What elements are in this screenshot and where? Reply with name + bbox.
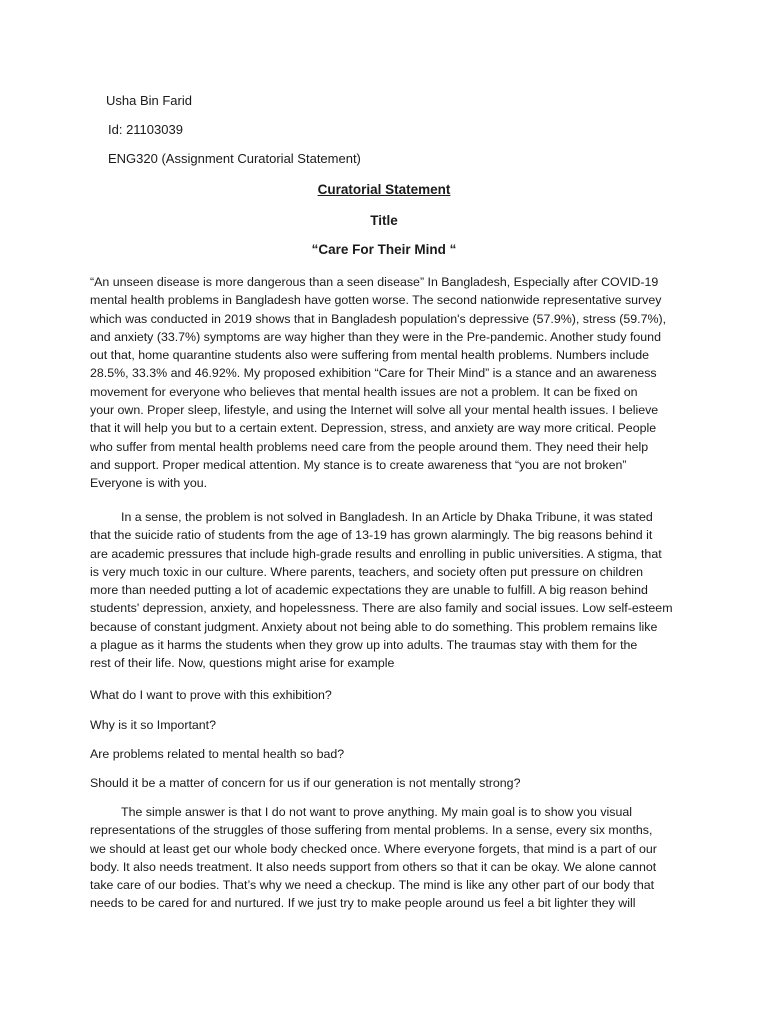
paragraph-line: needs to be cared for and nurtured. If we just try to make people around us feel a bit lighter they will xyxy=(90,896,636,911)
question-1: What do I want to prove with this exhibition? xyxy=(90,688,332,702)
paragraph-line: we should at least get our whole body checked once. Where everyone forgets, that mind is a part of our xyxy=(90,841,657,856)
paragraph-2 xyxy=(90,508,673,673)
paragraph-line: The simple answer is that I do not want to prove anything. My main goal is to show you visual xyxy=(121,805,633,819)
question-3: Are problems related to mental health so bad? xyxy=(90,747,345,761)
exhibition-title: “Care For Their Mind “ xyxy=(311,242,457,257)
paragraph-line: out that, home quarantine students also were suffering from mental health problems. Numbers include xyxy=(90,348,650,363)
paragraph-line: representations of the struggles of those suffering from mental problems. In a sense, every six months, xyxy=(90,823,653,838)
student-id: Id: 21103039 xyxy=(108,122,183,137)
question-4: Should it be a matter of concern for us if our generation is not mentally strong? xyxy=(90,776,521,790)
paragraph-line: “An unseen disease is more dangerous than a seen disease” In Bangladesh, Especially after COVID-19 xyxy=(90,275,659,289)
paragraph-line: movement for everyone who believes that mental health issues are not a problem. It can be fixed on xyxy=(90,384,638,399)
paragraph-line: are academic pressures that include high-grade results and enrolling in public universities. A stigma, that xyxy=(90,546,662,561)
title-label: Title xyxy=(370,213,398,228)
paragraph-line: take care of our bodies. That’s why we need a checkup. The mind is like any other part of our body that xyxy=(90,878,655,893)
paragraph-1 xyxy=(90,273,670,493)
paragraph-line: a plague as it harms the students when they grow up into adults. The traumas stay with them for the xyxy=(90,638,638,653)
main-heading: Curatorial Statement xyxy=(317,182,451,197)
paragraph-line: 28.5%, 33.3% and 46.92%. My proposed exhibition “Care for Their Mind” is a stance and an awareness xyxy=(90,366,657,381)
paragraph-3 xyxy=(90,803,670,913)
paragraph-line: In a sense, the problem is not solved in Bangladesh. In an Article by Dhaka Tribune, it was stated xyxy=(121,510,653,524)
paragraph-line: body. It also needs treatment. It also needs support from others so that it can be okay. We alone cannot xyxy=(90,859,657,874)
paragraph-line: is very much toxic in our culture. Where parents, teachers, and society often put pressure on children xyxy=(90,564,644,579)
author-name: Usha Bin Farid xyxy=(106,93,192,108)
paragraph-line: because of constant judgment. Anxiety about not being able to do something. This problem remains like xyxy=(90,619,658,634)
paragraph-line: and anxiety (33.7%) symptoms are way higher than they were in the Pre-pandemic. Another study found xyxy=(90,329,661,344)
paragraph-line: students' depression, anxiety, and hopelessness. There are also family and social issues. Low self-esteem xyxy=(90,601,673,616)
paragraph-line: who suffer from mental health problems need care from the people around them. They need their help xyxy=(90,439,649,454)
paragraph-line: more than needed putting a lot of academic expectations they are unable to fulfill. A big reason behind xyxy=(90,583,648,598)
paragraph-line: and support. Proper medical attention. My stance is to create awareness that “you are not broken” xyxy=(90,457,627,472)
paragraph-line: that it will help you but to a certain extent. Depression, stress, and anxiety are way more critical. People xyxy=(90,421,657,436)
paragraph-line: mental health problems in Bangladesh have gotten worse. The second nationwide representative survey xyxy=(90,293,662,308)
question-2: Why is it so Important? xyxy=(90,718,217,732)
paragraph-line: Everyone is with you. xyxy=(90,476,208,491)
paragraph-line: that the suicide ratio of students from the age of 13-19 has grown alarmingly. The big reasons behind it xyxy=(90,528,653,543)
paragraph-line: your own. Proper sleep, lifestyle, and using the Internet will solve all your mental health issues. I believe xyxy=(90,403,659,418)
paragraph-line: which was conducted in 2019 shows that in Bangladesh population's depressive (57.9%), stress (59.7%), xyxy=(90,311,667,326)
course-line: ENG320 (Assignment Curatorial Statement) xyxy=(108,151,361,166)
paragraph-line: rest of their life. Now, questions might arise for example xyxy=(90,656,395,671)
